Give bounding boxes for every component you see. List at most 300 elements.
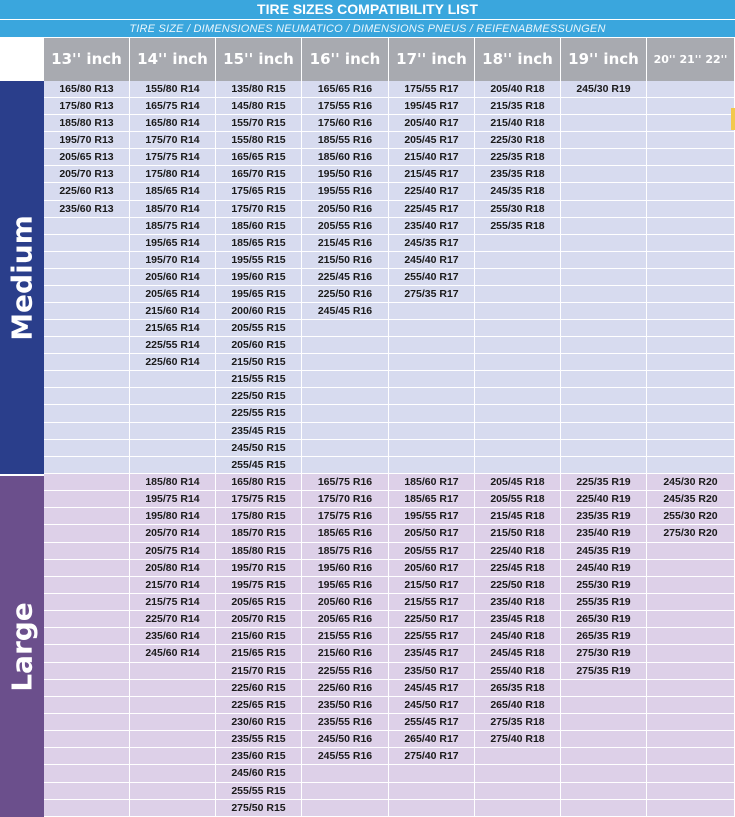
tire-size-cell: 195/55 R15 [216, 252, 301, 269]
tire-size-cell: 265/30 R19 [561, 611, 646, 628]
empty-cell [130, 714, 215, 731]
empty-cell [44, 543, 129, 560]
empty-cell [647, 81, 734, 98]
empty-cell [647, 388, 734, 405]
empty-cell [561, 269, 646, 286]
tire-size-cell: 175/75 R16 [302, 508, 388, 525]
empty-cell [44, 423, 129, 440]
empty-cell [130, 663, 215, 680]
tire-size-cell: 245/35 R19 [561, 543, 646, 560]
empty-cell [130, 457, 215, 474]
tire-size-cell: 265/40 R18 [475, 697, 560, 714]
tire-size-cell: 245/30 R20 [647, 474, 734, 491]
tire-size-cell: 265/35 R18 [475, 680, 560, 697]
empty-cell [389, 371, 474, 388]
tire-size-cell: 175/70 R14 [130, 132, 215, 149]
size-column [561, 474, 647, 817]
tire-size-cell: 205/45 R17 [389, 132, 474, 149]
tire-size-cell: 185/65 R15 [216, 235, 301, 252]
tire-size-cell: 245/60 R15 [216, 765, 301, 782]
empty-cell [561, 697, 646, 714]
tire-size-cell: 225/50 R16 [302, 286, 388, 303]
empty-cell [561, 303, 646, 320]
tire-size-cell: 215/35 R18 [475, 98, 560, 115]
tire-size-cell: 205/45 R18 [475, 474, 560, 491]
tire-size-cell: 205/80 R14 [130, 560, 215, 577]
empty-cell [561, 714, 646, 731]
tire-size-cell: 235/40 R19 [561, 525, 646, 542]
tire-size-cell: 225/55 R17 [389, 628, 474, 645]
tire-size-cell: 215/55 R15 [216, 371, 301, 388]
empty-cell [44, 611, 129, 628]
tire-size-cell: 175/80 R15 [216, 508, 301, 525]
tire-size-cell: 155/70 R15 [216, 115, 301, 132]
tire-size-cell: 205/65 R13 [44, 149, 129, 166]
tire-size-cell: 245/50 R17 [389, 697, 474, 714]
empty-cell [44, 269, 129, 286]
empty-cell [475, 286, 560, 303]
empty-cell [561, 337, 646, 354]
tire-size-cell: 185/65 R17 [389, 491, 474, 508]
tire-size-cell: 225/50 R15 [216, 388, 301, 405]
empty-cell [389, 388, 474, 405]
tire-size-cell: 205/75 R14 [130, 543, 215, 560]
empty-cell [302, 320, 388, 337]
column-header: 13'' inch [44, 38, 130, 81]
tire-size-cell: 255/30 R18 [475, 201, 560, 218]
tire-size-cell: 195/55 R16 [302, 183, 388, 200]
empty-cell [561, 218, 646, 235]
column-header: 15'' inch [216, 38, 302, 81]
empty-cell [561, 371, 646, 388]
size-column [130, 81, 216, 474]
tire-size-cell: 235/45 R15 [216, 423, 301, 440]
size-grid-medium [44, 81, 735, 474]
empty-cell [302, 440, 388, 457]
empty-cell [302, 388, 388, 405]
tire-size-cell: 175/55 R17 [389, 81, 474, 98]
tire-size-cell: 205/65 R15 [216, 594, 301, 611]
empty-cell [561, 731, 646, 748]
tire-size-cell: 215/70 R15 [216, 663, 301, 680]
tire-size-cell: 235/60 R13 [44, 201, 129, 218]
tire-size-cell: 235/60 R14 [130, 628, 215, 645]
size-column [216, 474, 302, 817]
tire-size-cell: 225/55 R14 [130, 337, 215, 354]
tire-size-cell: 185/65 R14 [130, 183, 215, 200]
empty-cell [561, 320, 646, 337]
empty-cell [44, 560, 129, 577]
size-column [216, 81, 302, 474]
tire-size-cell: 245/45 R16 [302, 303, 388, 320]
tire-size-cell: 225/45 R17 [389, 201, 474, 218]
tire-size-cell: 235/45 R17 [389, 645, 474, 662]
empty-cell [475, 783, 560, 800]
empty-cell [302, 337, 388, 354]
empty-cell [389, 423, 474, 440]
size-column [389, 81, 475, 474]
empty-cell [44, 218, 129, 235]
tire-size-cell: 185/60 R16 [302, 149, 388, 166]
tire-size-cell: 265/40 R17 [389, 731, 474, 748]
empty-cell [647, 303, 734, 320]
empty-cell [647, 714, 734, 731]
column-header: 20'' 21'' 22'' [647, 38, 735, 81]
column-header: 16'' inch [302, 38, 389, 81]
tire-size-cell: 215/75 R14 [130, 594, 215, 611]
empty-cell [647, 235, 734, 252]
tire-size-cell: 165/80 R13 [44, 81, 129, 98]
tire-size-cell: 165/65 R15 [216, 149, 301, 166]
tire-size-cell: 175/70 R15 [216, 201, 301, 218]
tire-size-cell: 215/50 R18 [475, 525, 560, 542]
empty-cell [647, 748, 734, 765]
tire-size-cell: 195/75 R14 [130, 491, 215, 508]
empty-cell [561, 783, 646, 800]
empty-cell [130, 371, 215, 388]
empty-cell [561, 201, 646, 218]
tire-size-cell: 145/80 R15 [216, 98, 301, 115]
tire-size-cell: 200/60 R15 [216, 303, 301, 320]
empty-cell [44, 474, 129, 491]
empty-cell [389, 765, 474, 782]
empty-cell [647, 680, 734, 697]
tire-size-cell: 215/60 R14 [130, 303, 215, 320]
size-grid-large [44, 474, 735, 817]
empty-cell [389, 320, 474, 337]
tire-size-cell: 245/45 R18 [475, 645, 560, 662]
page-title: TIRE SIZES COMPATIBILITY LIST [0, 0, 735, 19]
empty-cell [389, 337, 474, 354]
empty-cell [647, 149, 734, 166]
tire-size-cell: 205/40 R18 [475, 81, 560, 98]
empty-cell [647, 645, 734, 662]
empty-cell [44, 628, 129, 645]
empty-cell [475, 269, 560, 286]
tire-size-cell: 225/70 R14 [130, 611, 215, 628]
empty-cell [647, 423, 734, 440]
tire-size-cell: 205/55 R16 [302, 218, 388, 235]
empty-cell [561, 149, 646, 166]
tire-size-cell: 195/70 R15 [216, 560, 301, 577]
tire-size-cell: 185/65 R16 [302, 525, 388, 542]
tire-size-cell: 255/35 R18 [475, 218, 560, 235]
tire-size-cell: 185/75 R14 [130, 218, 215, 235]
empty-cell [44, 577, 129, 594]
tire-size-cell: 225/40 R17 [389, 183, 474, 200]
column-header: 14'' inch [130, 38, 216, 81]
tire-size-cell: 225/45 R18 [475, 560, 560, 577]
tire-size-cell: 175/65 R15 [216, 183, 301, 200]
empty-cell [561, 235, 646, 252]
tire-size-cell: 225/50 R17 [389, 611, 474, 628]
tire-size-cell: 235/35 R19 [561, 508, 646, 525]
empty-cell [475, 235, 560, 252]
tire-size-cell: 215/50 R15 [216, 354, 301, 371]
empty-cell [475, 405, 560, 422]
tire-size-cell: 225/60 R15 [216, 680, 301, 697]
tire-size-cell: 265/35 R19 [561, 628, 646, 645]
page-subtitle: TIRE SIZE / DIMENSIONES NEUMATICO / DIMENSIONS PNEUS / REIFENABMESSUNGEN [0, 19, 735, 37]
empty-cell [647, 201, 734, 218]
empty-cell [647, 269, 734, 286]
empty-cell [302, 800, 388, 817]
empty-cell [44, 714, 129, 731]
group-side-medium [0, 81, 44, 474]
tire-size-cell: 235/35 R18 [475, 166, 560, 183]
empty-cell [647, 663, 734, 680]
tire-size-cell: 205/60 R16 [302, 594, 388, 611]
empty-cell [302, 457, 388, 474]
empty-cell [647, 731, 734, 748]
tire-size-cell: 235/55 R16 [302, 714, 388, 731]
tire-size-cell: 225/60 R16 [302, 680, 388, 697]
empty-cell [302, 783, 388, 800]
tire-size-cell: 245/35 R20 [647, 491, 734, 508]
tire-size-cell: 225/55 R15 [216, 405, 301, 422]
tire-size-cell: 185/80 R14 [130, 474, 215, 491]
empty-cell [389, 783, 474, 800]
tire-size-cell: 135/80 R15 [216, 81, 301, 98]
empty-cell [475, 765, 560, 782]
empty-cell [561, 680, 646, 697]
empty-cell [475, 354, 560, 371]
empty-cell [130, 680, 215, 697]
empty-cell [44, 235, 129, 252]
empty-cell [130, 697, 215, 714]
tire-size-cell: 215/50 R16 [302, 252, 388, 269]
tire-size-cell: 245/30 R19 [561, 81, 646, 98]
empty-cell [475, 423, 560, 440]
empty-cell [561, 286, 646, 303]
tire-size-cell: 155/80 R15 [216, 132, 301, 149]
tire-size-cell: 245/40 R18 [475, 628, 560, 645]
tire-size-cell: 175/55 R16 [302, 98, 388, 115]
empty-cell [389, 354, 474, 371]
empty-cell [44, 388, 129, 405]
tire-size-cell: 205/50 R16 [302, 201, 388, 218]
tire-size-cell: 185/80 R15 [216, 543, 301, 560]
empty-cell [561, 252, 646, 269]
empty-cell [475, 371, 560, 388]
tire-size-cell: 225/35 R19 [561, 474, 646, 491]
empty-cell [561, 800, 646, 817]
empty-cell [475, 337, 560, 354]
size-column [647, 474, 735, 817]
tire-size-cell: 235/40 R18 [475, 594, 560, 611]
empty-cell [44, 680, 129, 697]
tire-size-cell: 245/55 R16 [302, 748, 388, 765]
tire-size-cell: 195/70 R13 [44, 132, 129, 149]
tire-size-cell: 245/35 R18 [475, 183, 560, 200]
tire-size-cell: 275/35 R19 [561, 663, 646, 680]
empty-cell [44, 371, 129, 388]
empty-cell [44, 645, 129, 662]
empty-cell [647, 765, 734, 782]
empty-cell [44, 303, 129, 320]
column-header: 19'' inch [561, 38, 647, 81]
tire-size-cell: 215/45 R17 [389, 166, 474, 183]
tire-size-cell: 215/60 R16 [302, 645, 388, 662]
tire-size-cell: 275/40 R18 [475, 731, 560, 748]
tire-size-cell: 175/70 R16 [302, 491, 388, 508]
empty-cell [561, 132, 646, 149]
tire-size-cell: 215/65 R15 [216, 645, 301, 662]
empty-cell [647, 457, 734, 474]
empty-cell [647, 611, 734, 628]
empty-cell [647, 371, 734, 388]
empty-cell [647, 337, 734, 354]
empty-cell [389, 800, 474, 817]
tire-size-cell: 195/65 R15 [216, 286, 301, 303]
tire-size-cell: 195/60 R16 [302, 560, 388, 577]
empty-cell [302, 423, 388, 440]
size-column [389, 474, 475, 817]
tire-size-cell: 175/60 R16 [302, 115, 388, 132]
empty-cell [647, 405, 734, 422]
tire-size-cell: 185/70 R14 [130, 201, 215, 218]
tire-size-cell: 255/35 R19 [561, 594, 646, 611]
empty-cell [647, 286, 734, 303]
empty-cell [475, 303, 560, 320]
tire-size-cell: 185/60 R15 [216, 218, 301, 235]
size-column [44, 474, 130, 817]
empty-cell [647, 594, 734, 611]
empty-cell [44, 252, 129, 269]
tire-size-cell: 255/40 R18 [475, 663, 560, 680]
tire-size-cell: 255/30 R20 [647, 508, 734, 525]
tire-size-cell: 235/60 R15 [216, 748, 301, 765]
tire-size-cell: 165/70 R15 [216, 166, 301, 183]
empty-cell [44, 765, 129, 782]
tire-size-cell: 235/50 R16 [302, 697, 388, 714]
tire-size-cell: 215/55 R16 [302, 628, 388, 645]
empty-cell [647, 697, 734, 714]
tire-size-cell: 235/50 R17 [389, 663, 474, 680]
empty-cell [130, 800, 215, 817]
empty-cell [561, 388, 646, 405]
size-column [475, 81, 561, 474]
tire-size-cell: 215/65 R14 [130, 320, 215, 337]
empty-cell [130, 440, 215, 457]
empty-cell [647, 354, 734, 371]
tire-size-cell: 205/65 R14 [130, 286, 215, 303]
empty-cell [475, 800, 560, 817]
empty-cell [130, 731, 215, 748]
edge-marker [731, 108, 735, 130]
empty-cell [44, 337, 129, 354]
empty-cell [44, 663, 129, 680]
tire-size-cell: 165/65 R16 [302, 81, 388, 98]
tire-size-cell: 245/40 R19 [561, 560, 646, 577]
tire-size-cell: 245/35 R17 [389, 235, 474, 252]
tire-size-cell: 185/80 R13 [44, 115, 129, 132]
tire-size-cell: 225/60 R13 [44, 183, 129, 200]
tire-size-cell: 225/65 R15 [216, 697, 301, 714]
tire-size-cell: 195/65 R16 [302, 577, 388, 594]
tire-size-cell: 215/55 R17 [389, 594, 474, 611]
empty-cell [647, 543, 734, 560]
tire-size-cell: 275/35 R18 [475, 714, 560, 731]
tire-size-cell: 215/40 R17 [389, 149, 474, 166]
tire-size-cell: 225/30 R18 [475, 132, 560, 149]
empty-cell [647, 115, 734, 132]
tire-size-cell: 205/55 R15 [216, 320, 301, 337]
empty-cell [302, 354, 388, 371]
tire-size-cell: 245/50 R15 [216, 440, 301, 457]
tire-size-cell: 215/40 R18 [475, 115, 560, 132]
empty-cell [647, 783, 734, 800]
empty-cell [561, 354, 646, 371]
tire-size-cell: 205/70 R15 [216, 611, 301, 628]
empty-cell [561, 423, 646, 440]
empty-cell [561, 765, 646, 782]
empty-cell [561, 457, 646, 474]
empty-cell [130, 405, 215, 422]
empty-cell [647, 166, 734, 183]
tire-size-cell: 275/30 R20 [647, 525, 734, 542]
empty-cell [475, 252, 560, 269]
empty-cell [44, 783, 129, 800]
empty-cell [647, 252, 734, 269]
empty-cell [44, 748, 129, 765]
tire-size-cell: 205/60 R14 [130, 269, 215, 286]
empty-cell [561, 405, 646, 422]
empty-cell [44, 457, 129, 474]
group-side-large [0, 474, 44, 817]
tire-size-cell: 205/60 R15 [216, 337, 301, 354]
size-column [44, 81, 130, 474]
tire-size-cell: 195/45 R17 [389, 98, 474, 115]
tire-size-cell: 165/75 R16 [302, 474, 388, 491]
column-header: 17'' inch [389, 38, 475, 81]
tire-size-cell: 245/45 R17 [389, 680, 474, 697]
group-label-large: Large [5, 601, 39, 692]
tire-size-cell: 215/50 R17 [389, 577, 474, 594]
empty-cell [647, 560, 734, 577]
empty-cell [389, 440, 474, 457]
empty-cell [44, 800, 129, 817]
tire-size-cell: 230/60 R15 [216, 714, 301, 731]
empty-cell [475, 457, 560, 474]
size-column [302, 474, 389, 817]
tire-size-cell: 245/60 R14 [130, 645, 215, 662]
empty-cell [561, 440, 646, 457]
empty-cell [561, 115, 646, 132]
empty-cell [647, 98, 734, 115]
empty-cell [44, 405, 129, 422]
empty-cell [44, 594, 129, 611]
empty-cell [475, 388, 560, 405]
empty-cell [44, 525, 129, 542]
tire-size-cell: 165/80 R14 [130, 115, 215, 132]
tire-size-cell: 185/70 R15 [216, 525, 301, 542]
empty-cell [475, 440, 560, 457]
empty-cell [389, 405, 474, 422]
tire-size-cell: 215/45 R18 [475, 508, 560, 525]
empty-cell [44, 320, 129, 337]
tire-size-cell: 185/60 R17 [389, 474, 474, 491]
group-label-medium: Medium [5, 214, 39, 341]
empty-cell [302, 371, 388, 388]
tire-size-cell: 195/80 R14 [130, 508, 215, 525]
tire-size-cell: 225/40 R19 [561, 491, 646, 508]
empty-cell [475, 748, 560, 765]
empty-cell [302, 405, 388, 422]
tire-size-cell: 165/75 R14 [130, 98, 215, 115]
empty-cell [44, 697, 129, 714]
tire-size-cell: 275/40 R17 [389, 748, 474, 765]
